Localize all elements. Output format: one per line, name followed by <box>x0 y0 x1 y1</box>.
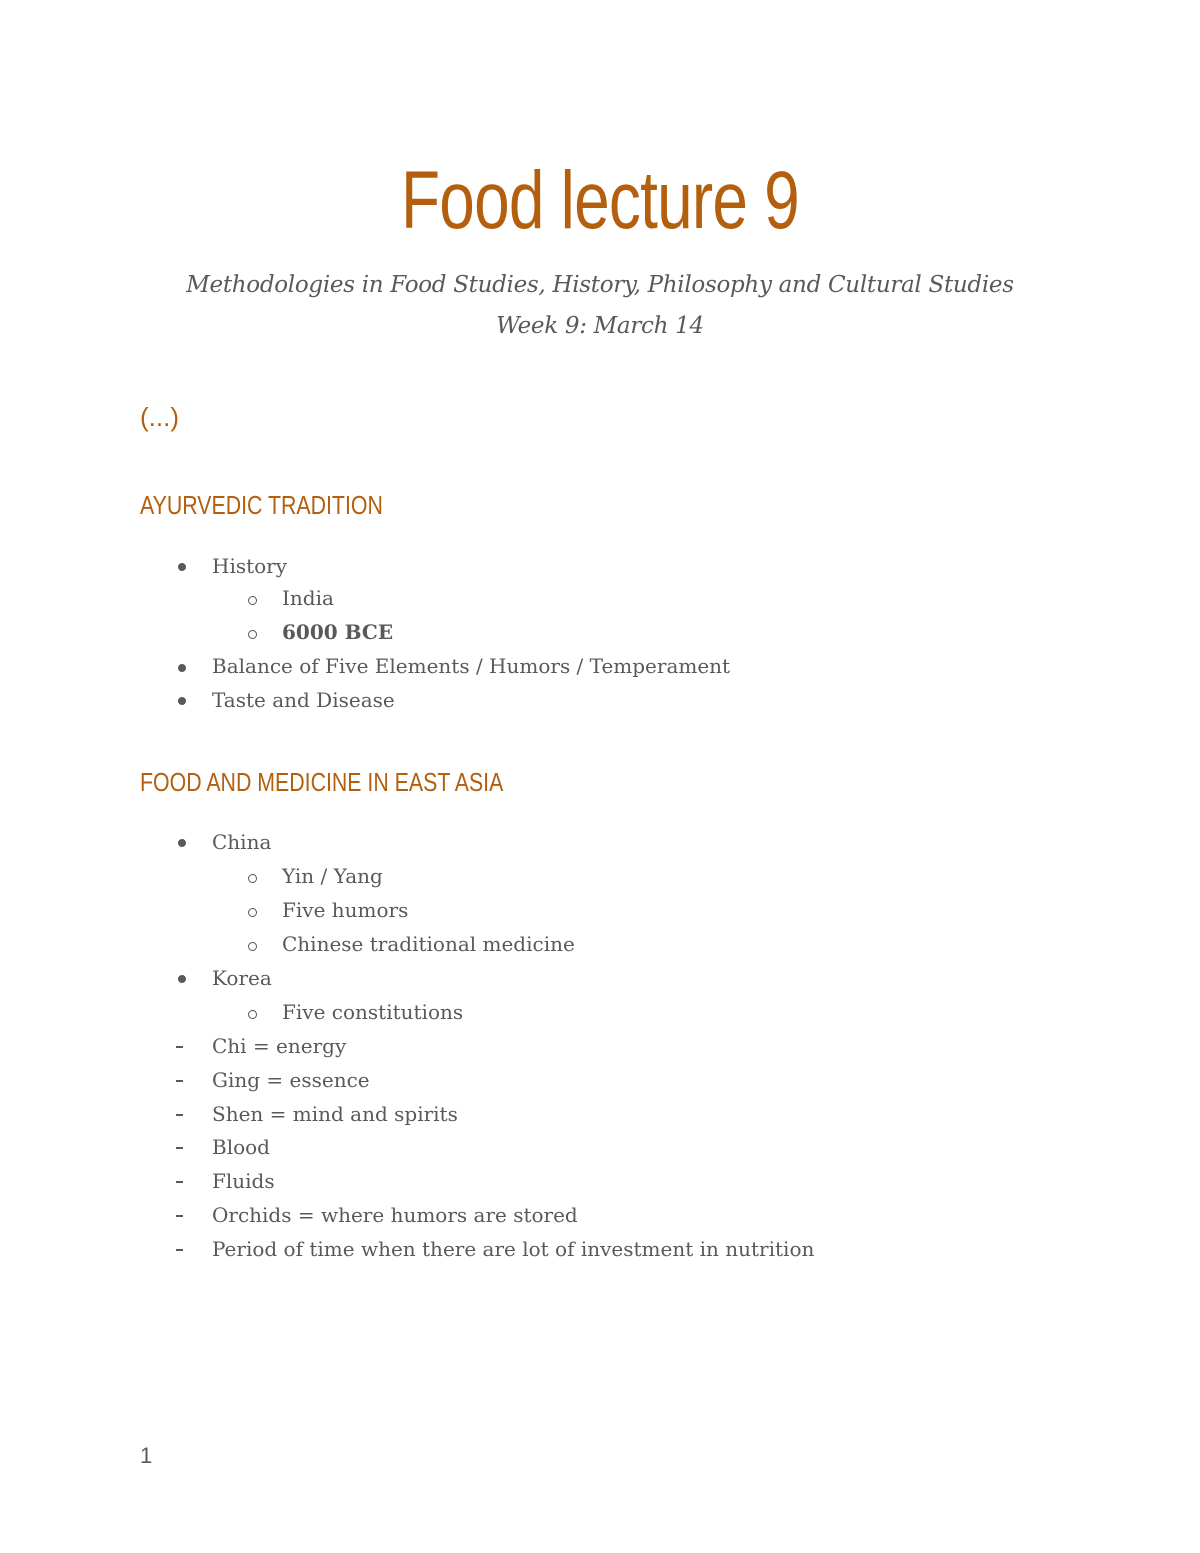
sub-bullet-icon <box>248 874 257 883</box>
list-item: Fluids <box>212 1169 275 1193</box>
list-item: Five humors <box>282 898 409 922</box>
section-heading-ayurvedic: AYURVEDIC TRADITION <box>140 490 383 520</box>
bullet-icon <box>178 975 186 983</box>
list-item: Orchids = where humors are stored <box>212 1203 578 1227</box>
dash-bullet-icon <box>176 1147 183 1149</box>
document-subtitle: Methodologies in Food Studies, History, Philosophy and Cultural Studies <box>186 272 1014 298</box>
list-item: Chi = energy <box>212 1034 347 1058</box>
document-title: Food lecture 9 <box>401 155 799 246</box>
document-week: Week 9: March 14 <box>496 313 704 339</box>
list-item: Balance of Five Elements / Humors / Temperament <box>212 654 731 678</box>
list-item: Period of time when there are lot of investment in nutrition <box>212 1237 815 1261</box>
sub-bullet-icon <box>248 630 257 639</box>
list-item: Five constitutions <box>282 1000 464 1024</box>
dash-bullet-icon <box>176 1181 183 1183</box>
sub-bullet-icon <box>248 596 257 605</box>
sub-bullet-icon <box>248 908 257 917</box>
list-item: Blood <box>212 1135 270 1159</box>
section-heading-east-asia: FOOD AND MEDICINE IN EAST ASIA <box>140 767 504 797</box>
list-item: China <box>212 830 272 854</box>
bullet-icon <box>178 839 186 847</box>
list-item: Ging = essence <box>212 1068 370 1092</box>
list-item: India <box>282 586 334 610</box>
bullet-icon <box>178 697 186 705</box>
sub-bullet-icon <box>248 1010 257 1019</box>
dash-bullet-icon <box>176 1215 183 1217</box>
list-item: Shen = mind and spirits <box>212 1102 458 1126</box>
dash-bullet-icon <box>176 1046 183 1048</box>
bullet-icon <box>178 563 186 571</box>
sub-bullet-icon <box>248 942 257 951</box>
dash-bullet-icon <box>176 1080 183 1082</box>
list-item: 6000 BCE <box>282 620 394 644</box>
list-item: Taste and Disease <box>212 688 395 712</box>
bullet-icon <box>178 664 186 672</box>
list-item: Korea <box>212 966 272 990</box>
page-number: 1 <box>140 1443 153 1468</box>
list-item: Yin / Yang <box>282 864 383 888</box>
dash-bullet-icon <box>176 1114 183 1116</box>
list-item: Chinese traditional medicine <box>282 932 575 956</box>
dash-bullet-icon <box>176 1249 183 1251</box>
list-item: History <box>212 554 288 578</box>
ellipsis-marker: (...) <box>140 402 179 432</box>
